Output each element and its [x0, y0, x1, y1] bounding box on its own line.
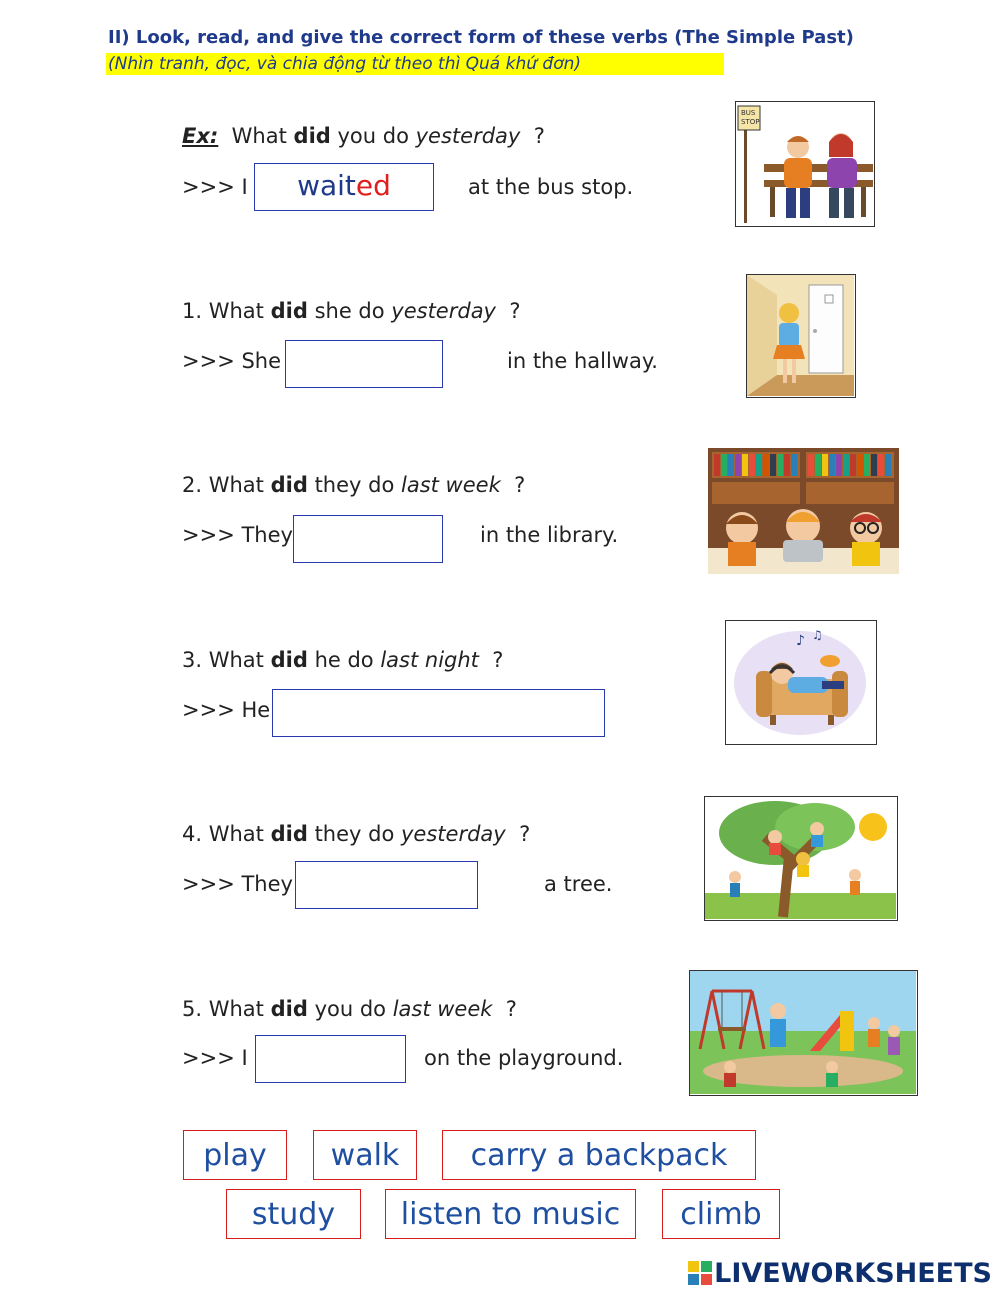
question-word: What — [208, 822, 264, 846]
kids-studying-library-picture — [708, 448, 899, 574]
question-did: did — [270, 299, 308, 323]
question-did: did — [270, 648, 308, 672]
liveworksheets-logo — [688, 1258, 992, 1289]
question-mark: ? — [505, 997, 517, 1021]
example-label: Ex: — [182, 124, 219, 148]
svg-text:BUS: BUS — [741, 109, 756, 117]
answer-4-prefix: >>> They — [182, 872, 293, 896]
liveworksheets-logo-icon — [688, 1261, 712, 1285]
question-subject: they do — [314, 822, 395, 846]
question-time: last week — [401, 473, 501, 497]
question-1 — [182, 299, 521, 323]
question-4 — [182, 822, 530, 846]
answer-5-box[interactable] — [255, 1035, 406, 1083]
question-mark: ? — [514, 473, 526, 497]
answer-2-input[interactable] — [294, 516, 446, 564]
example-question — [182, 124, 545, 148]
answer-1-suffix: in the hallway. — [507, 349, 658, 373]
question-time: yesterday — [401, 822, 506, 846]
section-subtitle: (Nhìn tranh, đọc, và chia động từ theo thì Quá khứ đơn) — [106, 53, 724, 75]
answer-4-input[interactable] — [296, 862, 481, 910]
answer-3-prefix: >>> He — [182, 698, 271, 722]
question-number: 4. — [182, 822, 203, 846]
bus-stop-waiting-picture — [735, 101, 875, 227]
question-2 — [182, 473, 525, 497]
question-5 — [182, 997, 517, 1021]
svg-text:♫: ♫ — [812, 628, 823, 642]
word-chip-listen-to-music[interactable]: listen to music — [385, 1189, 636, 1239]
answer-5-input[interactable] — [256, 1036, 409, 1084]
question-number: 1. — [182, 299, 203, 323]
question-word: What — [208, 648, 264, 672]
question-word: What — [208, 473, 264, 497]
answer-2-prefix: >>> They — [182, 523, 293, 547]
answer-3-box[interactable] — [272, 689, 605, 737]
example-answer-word: waited — [297, 169, 391, 202]
svg-text:STOP: STOP — [741, 118, 760, 126]
question-did: did — [270, 822, 308, 846]
example-answer-suffix: at the bus stop. — [468, 175, 634, 199]
question-mark: ? — [519, 822, 531, 846]
boy-listening-music-picture — [725, 620, 877, 745]
question-mark: ? — [509, 299, 521, 323]
answer-1-box[interactable] — [285, 340, 443, 388]
answer-3-input[interactable] — [273, 690, 608, 738]
answer-4-box[interactable] — [295, 861, 478, 909]
question-time: yesterday — [415, 124, 521, 148]
word-chip-climb[interactable]: climb — [662, 1189, 780, 1239]
question-number: 2. — [182, 473, 203, 497]
question-did: did — [270, 473, 308, 497]
answer-2-suffix: in the library. — [480, 523, 619, 547]
brand-name: LIVEWORKSHEETS — [714, 1258, 992, 1289]
word-chip-study[interactable]: study — [226, 1189, 361, 1239]
word-chip-play[interactable]: play — [183, 1130, 287, 1180]
answer-5-suffix: on the playground. — [424, 1046, 624, 1070]
question-time: yesterday — [391, 299, 496, 323]
question-subject: you do — [337, 124, 409, 148]
question-did: did — [293, 124, 331, 148]
answer-2-box[interactable] — [293, 515, 443, 563]
question-subject: you do — [314, 997, 387, 1021]
girl-walking-hallway-picture — [746, 274, 856, 398]
example-answer-prefix: >>> I — [182, 175, 248, 199]
question-time: last week — [392, 997, 493, 1021]
word-chip-walk[interactable]: walk — [313, 1130, 417, 1180]
answer-5-prefix: >>> I — [182, 1046, 248, 1070]
question-number: 3. — [182, 648, 203, 672]
question-3 — [182, 648, 503, 672]
question-word: What — [231, 124, 287, 148]
question-mark: ? — [533, 124, 545, 148]
section-title: II) Look, read, and give the correct form of these verbs (The Simple Past) — [108, 27, 854, 48]
word-chip-carry-a-backpack[interactable]: carry a backpack — [442, 1130, 756, 1180]
answer-1-prefix: >>> She — [182, 349, 282, 373]
question-word: What — [208, 299, 264, 323]
kids-climbing-tree-picture — [704, 796, 898, 921]
question-number: 5. — [182, 997, 203, 1021]
example-answer-box — [254, 163, 434, 211]
question-subject: she do — [314, 299, 385, 323]
question-mark: ? — [492, 648, 504, 672]
question-subject: they do — [314, 473, 395, 497]
question-subject: he do — [314, 648, 374, 672]
question-word: What — [208, 997, 264, 1021]
answer-4-suffix: a tree. — [544, 872, 613, 896]
question-time: last night — [380, 648, 479, 672]
answer-1-input[interactable] — [286, 341, 446, 389]
question-did: did — [270, 997, 308, 1021]
svg-text:♪: ♪ — [796, 633, 805, 649]
kids-playground-picture — [689, 970, 918, 1096]
